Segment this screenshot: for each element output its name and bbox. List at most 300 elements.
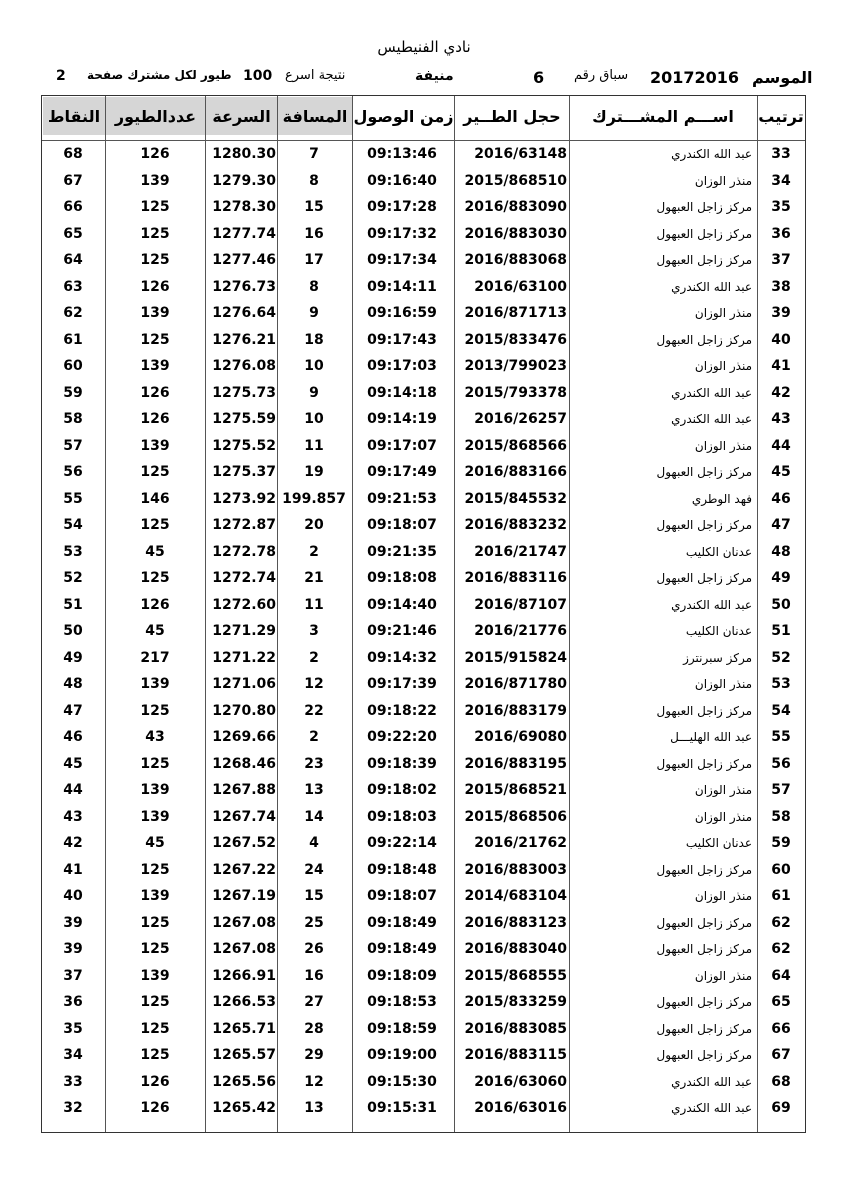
- cell-birds: 125: [140, 199, 170, 215]
- cell-rank: 62: [771, 941, 791, 957]
- table-row: [0, 247, 848, 273]
- cell-rank: 40: [771, 331, 791, 348]
- cell-rank: 35: [771, 199, 791, 215]
- cell-points: 40: [63, 888, 83, 904]
- cell-points: 41: [63, 861, 83, 878]
- cell-distance: 8: [309, 278, 319, 295]
- cell-arrival-time: 09:18:53: [367, 994, 437, 1010]
- cell-speed: 1267.19: [212, 888, 276, 904]
- cell-participant: مركز زاجل العبهول: [656, 253, 752, 267]
- cell-points: 56: [63, 464, 83, 480]
- cell-arrival-time: 09:18:03: [367, 808, 437, 825]
- cell-distance: 9: [309, 384, 319, 401]
- cell-ring: 2015/868506: [464, 808, 567, 825]
- cell-points: 45: [63, 755, 83, 772]
- table-row: [0, 459, 848, 485]
- cell-birds: 125: [140, 914, 170, 931]
- cell-points: 43: [63, 808, 83, 825]
- cell-birds: 126: [140, 596, 170, 613]
- cell-points: 55: [63, 490, 83, 507]
- col-header-distance: المسافة: [278, 97, 352, 135]
- cell-birds: 125: [140, 1020, 170, 1037]
- table-row: [0, 592, 848, 618]
- cell-arrival-time: 09:13:46: [367, 146, 437, 162]
- cell-arrival-time: 09:21:46: [367, 623, 437, 639]
- cell-rank: 59: [771, 835, 791, 851]
- cell-points: 42: [63, 835, 83, 851]
- cell-arrival-time: 09:16:59: [367, 305, 437, 321]
- cell-arrival-time: 09:18:07: [367, 517, 437, 533]
- cell-birds: 217: [140, 649, 170, 666]
- cell-birds: 125: [140, 225, 170, 242]
- cell-birds: 125: [140, 1047, 170, 1063]
- cell-speed: 1275.73: [212, 384, 276, 401]
- table-row: [0, 883, 848, 909]
- cell-distance: 199.857: [282, 490, 346, 507]
- cell-participant: منذر الوزان: [694, 809, 752, 824]
- table-row: [0, 327, 848, 353]
- cell-distance: 23: [304, 755, 324, 772]
- cell-arrival-time: 09:18:07: [367, 888, 437, 904]
- cell-points: 58: [63, 411, 83, 427]
- cell-ring: 2013/799023: [464, 358, 567, 374]
- cell-rank: 46: [771, 490, 791, 507]
- cell-points: 47: [63, 702, 83, 719]
- cell-ring: 2016/87107: [474, 596, 567, 613]
- table-row: [0, 671, 848, 697]
- cell-speed: 1265.57: [212, 1047, 276, 1063]
- cell-participant: مركز زاجل العبهول: [656, 756, 752, 771]
- cell-birds: 139: [140, 358, 170, 374]
- table-row: [0, 1042, 848, 1068]
- cell-birds: 125: [140, 517, 170, 533]
- cell-speed: 1272.87: [212, 517, 276, 533]
- cell-distance: 27: [304, 994, 324, 1010]
- race-number: 6: [533, 68, 545, 87]
- cell-distance: 16: [304, 225, 324, 242]
- cell-speed: 1276.21: [212, 331, 276, 348]
- col-header-rank: ترتيب: [758, 106, 804, 126]
- cell-rank: 68: [771, 1073, 791, 1090]
- table-row: [0, 804, 848, 830]
- cell-speed: 1279.30: [212, 172, 276, 189]
- cell-ring: 2016/883003: [464, 861, 567, 878]
- cell-birds: 126: [140, 384, 170, 401]
- season-value: 20172016: [650, 68, 740, 87]
- cell-birds: 125: [140, 994, 170, 1010]
- table-row: [0, 1095, 848, 1121]
- cell-participant: منذر الوزان: [694, 173, 752, 188]
- cell-distance: 22: [304, 702, 324, 719]
- table-row: [0, 724, 848, 750]
- cell-birds: 139: [140, 967, 170, 984]
- cell-rank: 44: [771, 437, 791, 454]
- cell-rank: 52: [771, 649, 791, 666]
- cell-distance: 8: [309, 172, 319, 189]
- cell-speed: 1267.52: [212, 835, 276, 851]
- table-row: [0, 194, 848, 220]
- cell-speed: 1276.08: [212, 358, 276, 374]
- cell-birds: 139: [140, 305, 170, 321]
- cell-speed: 1273.92: [212, 490, 276, 507]
- cell-speed: 1269.66: [212, 729, 276, 745]
- cell-distance: 16: [304, 967, 324, 984]
- cell-speed: 1272.60: [212, 596, 276, 613]
- table-row: [0, 910, 848, 936]
- cell-ring: 2015/868521: [464, 782, 567, 798]
- table-row: [0, 830, 848, 856]
- cell-points: 63: [63, 278, 83, 295]
- cell-birds: 126: [140, 278, 170, 295]
- cell-distance: 29: [304, 1047, 324, 1063]
- cell-rank: 33: [771, 146, 791, 162]
- cell-ring: 2016/883068: [464, 252, 567, 268]
- col-header-points: النقاط: [43, 97, 105, 135]
- cell-rank: 56: [771, 755, 791, 772]
- cell-arrival-time: 09:18:59: [367, 1020, 437, 1037]
- cell-speed: 1276.64: [212, 305, 276, 321]
- cell-arrival-time: 09:15:31: [367, 1100, 437, 1116]
- cell-points: 36: [63, 994, 83, 1010]
- table-row: [0, 274, 848, 300]
- cell-distance: 3: [309, 623, 319, 639]
- cell-speed: 1272.74: [212, 570, 276, 586]
- cell-speed: 1266.53: [212, 994, 276, 1010]
- cell-participant: منذر الوزان: [694, 968, 752, 983]
- race-location: منيفة: [415, 68, 454, 84]
- cell-arrival-time: 09:15:30: [367, 1073, 437, 1090]
- cell-ring: 2016/21776: [474, 623, 567, 639]
- cell-rank: 50: [771, 596, 791, 613]
- cell-participant: عبد الله الكندري: [671, 147, 752, 161]
- cell-arrival-time: 09:17:07: [367, 437, 437, 454]
- cell-rank: 39: [771, 305, 791, 321]
- cell-speed: 1275.37: [212, 464, 276, 480]
- cell-ring: 2016/883116: [464, 570, 567, 586]
- cell-ring: 2015/833476: [464, 331, 567, 348]
- cell-arrival-time: 09:14:18: [367, 384, 437, 401]
- cell-ring: 2016/883115: [464, 1047, 567, 1063]
- cell-distance: 2: [309, 649, 319, 666]
- table-row: [0, 221, 848, 247]
- cell-ring: 2016/883090: [464, 199, 567, 215]
- cell-distance: 13: [304, 1100, 324, 1116]
- cell-arrival-time: 09:17:32: [367, 225, 437, 242]
- cell-participant: مركز زاجل العبهول: [656, 465, 752, 479]
- cell-speed: 1277.46: [212, 252, 276, 268]
- cell-participant: مركز زاجل العبهول: [656, 862, 752, 877]
- cell-participant: منذر الوزان: [694, 783, 752, 797]
- cell-participant: عبد الله الهليـــل: [670, 730, 752, 744]
- cell-participant: منذر الوزان: [694, 306, 752, 320]
- cell-ring: 2016/21747: [474, 543, 567, 560]
- cell-participant: فهد الوطري: [691, 491, 752, 506]
- cell-participant: مركز سبرنترز: [683, 650, 752, 665]
- cell-speed: 1272.78: [212, 543, 276, 560]
- cell-distance: 20: [304, 517, 324, 533]
- cell-birds: 126: [140, 1100, 170, 1116]
- cell-ring: 2015/793378: [464, 384, 567, 401]
- cell-participant: عبد الله الكندري: [671, 1101, 752, 1115]
- cell-participant: منذر الوزان: [694, 438, 752, 453]
- cell-points: 61: [63, 331, 83, 348]
- cell-distance: 19: [304, 464, 324, 480]
- cell-ring: 2016/883232: [464, 517, 567, 533]
- page-note: طيور لكل مشترك صفحة: [87, 68, 232, 82]
- cell-arrival-time: 09:17:39: [367, 676, 437, 692]
- cell-arrival-time: 09:17:49: [367, 464, 437, 480]
- cell-arrival-time: 09:16:40: [367, 172, 437, 189]
- cell-ring: 2016/871713: [464, 305, 567, 321]
- cell-speed: 1270.80: [212, 702, 276, 719]
- cell-distance: 11: [304, 596, 324, 613]
- col-header-speed: السرعة: [206, 97, 277, 135]
- cell-rank: 62: [771, 914, 791, 931]
- cell-speed: 1271.22: [212, 649, 276, 666]
- cell-arrival-time: 09:14:11: [367, 278, 437, 295]
- cell-birds: 43: [145, 729, 165, 745]
- cell-speed: 1266.91: [212, 967, 276, 984]
- cell-arrival-time: 09:18:08: [367, 570, 437, 586]
- cell-rank: 51: [771, 623, 791, 639]
- cell-distance: 9: [309, 305, 319, 321]
- cell-arrival-time: 09:17:43: [367, 331, 437, 348]
- cell-rank: 37: [771, 252, 791, 268]
- cell-speed: 1280.30: [212, 146, 276, 162]
- cell-rank: 36: [771, 225, 791, 242]
- cell-participant: مركز زاجل العبهول: [656, 1048, 752, 1062]
- cell-points: 54: [63, 517, 83, 533]
- result-count: 100: [243, 68, 273, 84]
- cell-rank: 54: [771, 702, 791, 719]
- table-row: [0, 486, 848, 512]
- cell-speed: 1275.52: [212, 437, 276, 454]
- cell-birds: 126: [140, 146, 170, 162]
- cell-ring: 2016/883030: [464, 225, 567, 242]
- table-row: [0, 168, 848, 194]
- cell-points: 48: [63, 676, 83, 692]
- table-row: [0, 963, 848, 989]
- cell-points: 66: [63, 199, 83, 215]
- cell-ring: 2016/69080: [474, 729, 567, 745]
- cell-speed: 1275.59: [212, 411, 276, 427]
- cell-points: 67: [63, 172, 83, 189]
- table-row: [0, 512, 848, 538]
- cell-participant: عبد الله الكندري: [671, 1074, 752, 1089]
- cell-speed: 1277.74: [212, 225, 276, 242]
- cell-arrival-time: 09:18:39: [367, 755, 437, 772]
- cell-participant: مركز زاجل العبهول: [656, 332, 752, 347]
- cell-arrival-time: 09:17:03: [367, 358, 437, 374]
- cell-distance: 17: [304, 252, 324, 268]
- cell-distance: 26: [304, 941, 324, 957]
- cell-rank: 42: [771, 384, 791, 401]
- cell-participant: عبد الله الكندري: [671, 385, 752, 400]
- cell-rank: 48: [771, 543, 791, 560]
- table-row: [0, 406, 848, 432]
- cell-speed: 1267.08: [212, 914, 276, 931]
- cell-points: 32: [63, 1100, 83, 1116]
- cell-participant: مركز زاجل العبهول: [656, 942, 752, 956]
- cell-ring: 2016/21762: [474, 835, 567, 851]
- cell-distance: 2: [309, 729, 319, 745]
- cell-points: 65: [63, 225, 83, 242]
- cell-points: 33: [63, 1073, 83, 1090]
- cell-ring: 2016/63060: [474, 1073, 567, 1090]
- page-number: 2: [56, 68, 66, 84]
- season-label: الموسم: [752, 68, 813, 87]
- cell-ring: 2016/26257: [474, 411, 567, 427]
- cell-participant: مركز زاجل العبهول: [656, 518, 752, 532]
- table-row: [0, 698, 848, 724]
- cell-participant: عدنان الكليب: [685, 544, 752, 559]
- cell-participant: منذر الوزان: [694, 889, 752, 903]
- cell-ring: 2015/915824: [464, 649, 567, 666]
- table-row: [0, 353, 848, 379]
- race-label: سباق رقم: [574, 68, 629, 83]
- cell-ring: 2014/683104: [464, 888, 567, 904]
- cell-rank: 53: [771, 676, 791, 692]
- club-name: نادي الفنيطيس: [377, 38, 471, 56]
- cell-birds: 139: [140, 782, 170, 798]
- cell-rank: 58: [771, 808, 791, 825]
- cell-speed: 1271.06: [212, 676, 276, 692]
- cell-distance: 12: [304, 676, 324, 692]
- table-row: [0, 380, 848, 406]
- cell-arrival-time: 09:17:34: [367, 252, 437, 268]
- cell-rank: 47: [771, 517, 791, 533]
- cell-distance: 21: [304, 570, 324, 586]
- cell-rank: 34: [771, 172, 791, 189]
- cell-points: 34: [63, 1047, 83, 1063]
- cell-birds: 139: [140, 437, 170, 454]
- cell-participant: عبد الله الكندري: [671, 279, 752, 294]
- cell-distance: 11: [304, 437, 324, 454]
- table-row: [0, 857, 848, 883]
- cell-rank: 57: [771, 782, 791, 798]
- cell-speed: 1271.29: [212, 623, 276, 639]
- cell-arrival-time: 09:19:00: [367, 1047, 437, 1063]
- cell-distance: 15: [304, 199, 324, 215]
- cell-arrival-time: 09:18:22: [367, 702, 437, 719]
- cell-rank: 65: [771, 994, 791, 1010]
- cell-participant: منذر الوزان: [694, 677, 752, 691]
- cell-distance: 13: [304, 782, 324, 798]
- table-row: [0, 936, 848, 962]
- cell-speed: 1267.08: [212, 941, 276, 957]
- table-row: [0, 433, 848, 459]
- cell-points: 49: [63, 649, 83, 666]
- table-row: [0, 539, 848, 565]
- cell-arrival-time: 09:18:09: [367, 967, 437, 984]
- cell-rank: 60: [771, 861, 791, 878]
- cell-birds: 125: [140, 861, 170, 878]
- col-header-birds: عددالطيور: [106, 97, 205, 135]
- cell-ring: 2015/868555: [464, 967, 567, 984]
- cell-birds: 139: [140, 172, 170, 189]
- cell-ring: 2016/883123: [464, 914, 567, 931]
- cell-arrival-time: 09:17:28: [367, 199, 437, 215]
- cell-points: 39: [63, 941, 83, 957]
- cell-participant: عدنان الكليب: [685, 836, 752, 850]
- cell-birds: 125: [140, 464, 170, 480]
- cell-points: 37: [63, 967, 83, 984]
- cell-distance: 12: [304, 1073, 324, 1090]
- cell-birds: 125: [140, 941, 170, 957]
- cell-distance: 2: [309, 543, 319, 560]
- cell-birds: 125: [140, 331, 170, 348]
- cell-distance: 10: [304, 411, 324, 427]
- cell-points: 57: [63, 437, 83, 454]
- cell-speed: 1267.74: [212, 808, 276, 825]
- table-row: [0, 300, 848, 326]
- cell-speed: 1278.30: [212, 199, 276, 215]
- cell-arrival-time: 09:18:49: [367, 914, 437, 931]
- col-header-arrival-time: زمن الوصول: [353, 106, 454, 126]
- cell-arrival-time: 09:18:02: [367, 782, 437, 798]
- cell-points: 64: [63, 252, 83, 268]
- cell-participant: عبد الله الكندري: [671, 412, 752, 426]
- cell-points: 46: [63, 729, 83, 745]
- cell-participant: مركز زاجل العبهول: [656, 995, 752, 1009]
- table-row: [0, 141, 848, 167]
- col-header-ring: حجل الطــير: [463, 106, 561, 126]
- cell-distance: 4: [309, 835, 319, 851]
- cell-ring: 2016/63016: [474, 1100, 567, 1116]
- cell-participant: عبد الله الكندري: [671, 597, 752, 612]
- cell-points: 68: [63, 146, 83, 162]
- table-row: [0, 565, 848, 591]
- cell-points: 51: [63, 596, 83, 613]
- cell-ring: 2016/871780: [464, 676, 567, 692]
- cell-speed: 1265.42: [212, 1100, 276, 1116]
- cell-rank: 43: [771, 411, 791, 427]
- cell-ring: 2016/63100: [474, 278, 567, 295]
- cell-birds: 45: [145, 835, 165, 851]
- cell-rank: 66: [771, 1020, 791, 1037]
- cell-distance: 10: [304, 358, 324, 374]
- result-label: نتيجة اسرع: [285, 68, 346, 83]
- cell-arrival-time: 09:22:20: [367, 729, 437, 745]
- cell-ring: 2015/833259: [464, 994, 567, 1010]
- cell-birds: 125: [140, 755, 170, 772]
- cell-points: 62: [63, 305, 83, 321]
- cell-ring: 2016/883166: [464, 464, 567, 480]
- cell-rank: 41: [771, 358, 791, 374]
- table-row: [0, 989, 848, 1015]
- cell-arrival-time: 09:14:40: [367, 596, 437, 613]
- cell-distance: 25: [304, 914, 324, 931]
- cell-arrival-time: 09:14:32: [367, 649, 437, 666]
- cell-points: 39: [63, 914, 83, 931]
- cell-points: 59: [63, 384, 83, 401]
- cell-participant: مركز زاجل العبهول: [656, 226, 752, 241]
- cell-distance: 28: [304, 1020, 324, 1037]
- cell-birds: 125: [140, 702, 170, 719]
- cell-participant: منذر الوزان: [694, 359, 752, 373]
- cell-arrival-time: 09:18:49: [367, 941, 437, 957]
- col-header-participant: اســـم المشـــترك: [592, 106, 734, 126]
- cell-arrival-time: 09:21:53: [367, 490, 437, 507]
- cell-ring: 2015/845532: [464, 490, 567, 507]
- cell-rank: 69: [771, 1100, 791, 1116]
- cell-points: 50: [63, 623, 83, 639]
- cell-speed: 1267.22: [212, 861, 276, 878]
- cell-rank: 67: [771, 1047, 791, 1063]
- cell-rank: 49: [771, 570, 791, 586]
- table-row: [0, 1069, 848, 1095]
- cell-participant: مركز زاجل العبهول: [656, 703, 752, 718]
